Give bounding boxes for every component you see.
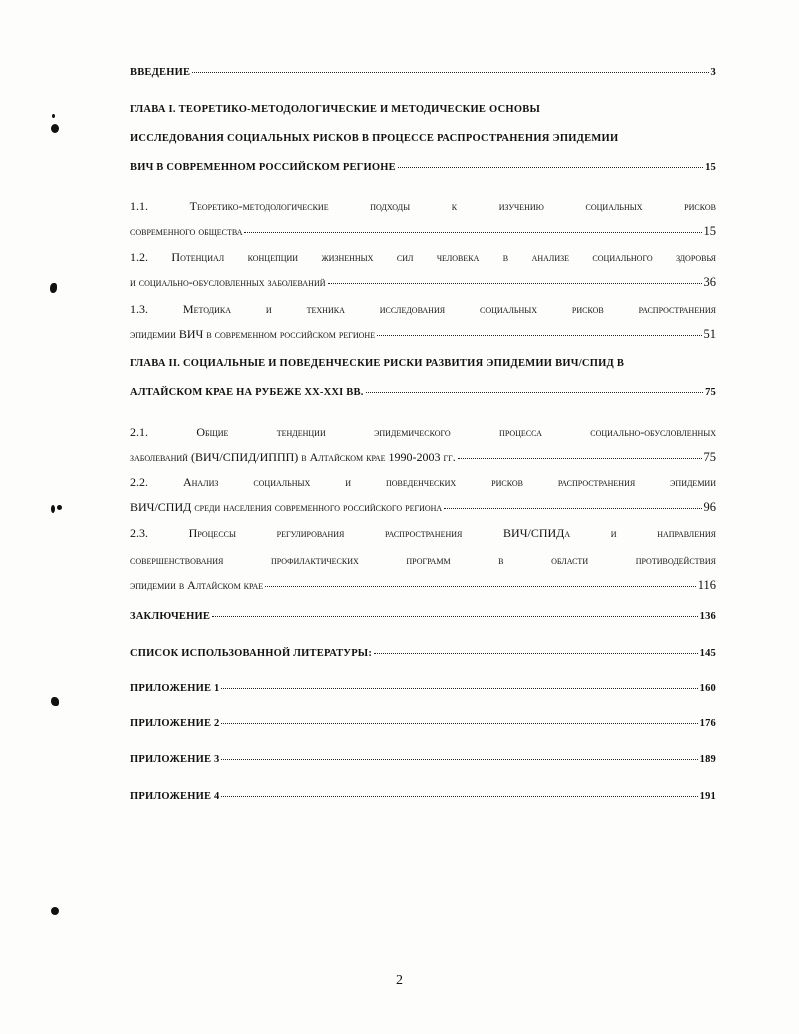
section-2-2-line: 2.2. Анализ социальных и поведенческих рисков распространения эпидемии — [130, 475, 716, 489]
dot-leader — [377, 335, 701, 336]
toc-entry-appendix-4[interactable] — [130, 791, 716, 802]
dot-leader — [374, 653, 698, 654]
chapter1-heading-line: ГЛАВА I. ТЕОРЕТИКО-МЕТОДОЛОГИЧЕСКИЕ И МЕТОДИЧЕСКИЕ ОСНОВЫ — [130, 104, 541, 115]
section-2-3-line: совершенствования профилактических программ в области противодействия — [130, 553, 716, 567]
section-2-3-line: 2.3. Процессы регулирования распространения ВИЧ/СПИДа и направления — [130, 526, 716, 540]
toc-entry-label: ВВЕДЕНИЕ — [130, 67, 191, 78]
dot-leader — [192, 72, 708, 73]
toc-entry-page: 51 — [703, 327, 716, 341]
toc-entry-conclusion[interactable] — [130, 611, 716, 622]
toc-entry-page: 15 — [703, 224, 716, 238]
toc-entry-section-2-2[interactable] — [130, 500, 716, 515]
toc-entry-label: ПРИЛОЖЕНИЕ 4 — [130, 791, 220, 802]
scan-speck — [52, 114, 55, 118]
toc-entry-chapter2[interactable] — [130, 387, 716, 398]
toc-entry-label: ПРИЛОЖЕНИЕ 2 — [130, 718, 220, 729]
scan-speck — [50, 283, 57, 293]
dot-leader — [221, 796, 697, 797]
toc-entry-page: 75 — [703, 450, 716, 464]
toc-entry-references[interactable] — [130, 648, 716, 659]
toc-entry-appendix-3[interactable] — [130, 754, 716, 765]
toc-entry-page: 75 — [705, 387, 716, 398]
section-1-1-line: 1.1. Теоретико-методологические подходы к изучению социальных рисков — [130, 199, 716, 213]
toc-entry-page: 15 — [705, 162, 716, 173]
toc-entry-label: ПРИЛОЖЕНИЕ 1 — [130, 683, 220, 694]
toc-entry-page: 36 — [703, 275, 716, 289]
toc-entry-section-1-2[interactable] — [130, 275, 716, 290]
dot-leader — [328, 283, 702, 284]
section-1-1-line: современного общества — [130, 224, 243, 238]
chapter2-heading-line: ГЛАВА II. СОЦИАЛЬНЫЕ И ПОВЕДЕНЧЕСКИЕ РИСКИ РАЗВИТИЯ ЭПИДЕМИИ ВИЧ/СПИД В — [130, 358, 625, 369]
dot-leader — [221, 723, 697, 724]
section-1-3-line: 1.3. Методика и техника исследования социальных рисков распространения — [130, 302, 716, 316]
dot-leader — [444, 508, 701, 509]
chapter1-heading-line: ИССЛЕДОВАНИЯ СОЦИАЛЬНЫХ РИСКОВ В ПРОЦЕССЕ РАСПРОСТРАНЕНИЯ ЭПИДЕМИИ — [130, 133, 619, 144]
toc-entry-page: 96 — [703, 500, 716, 514]
toc-entry-page: 160 — [699, 683, 716, 694]
section-2-3-line: эпидемии в Алтайском крае — [130, 578, 264, 592]
section-2-1-line: 2.1. Общие тенденции эпидемического процесса социально-обусловленных — [130, 425, 716, 439]
toc-entry-appendix-1[interactable] — [130, 683, 716, 694]
scan-speck — [57, 505, 62, 510]
toc-entry-chapter1[interactable] — [130, 162, 716, 173]
page-number: 2 — [396, 973, 403, 988]
chapter1-heading-line: ВИЧ В СОВРЕМЕННОМ РОССИЙСКОМ РЕГИОНЕ — [130, 162, 396, 173]
dot-leader — [221, 759, 697, 760]
dot-leader — [398, 167, 703, 168]
toc-entry-page: 145 — [699, 648, 716, 659]
chapter2-heading-line: АЛТАЙСКОМ КРАЕ НА РУБЕЖЕ XX-XXI ВВ. — [130, 387, 364, 398]
dot-leader — [265, 586, 696, 587]
section-2-2-line: ВИЧ/СПИД среди населения современного российского региона — [130, 500, 443, 514]
section-1-3-line: эпидемии ВИЧ в современном российском регионе — [130, 327, 376, 341]
toc-entry-page: 3 — [710, 67, 716, 78]
toc-entry-section-2-3[interactable] — [130, 578, 716, 593]
dot-leader — [458, 458, 702, 459]
toc-entry-appendix-2[interactable] — [130, 718, 716, 729]
dot-leader — [244, 232, 701, 233]
toc-entry-page: 176 — [699, 718, 716, 729]
dot-leader — [212, 616, 698, 617]
toc-entry-section-1-3[interactable] — [130, 327, 716, 342]
toc-entry-page: 191 — [699, 791, 716, 802]
toc-entry-page: 136 — [699, 611, 716, 622]
dot-leader — [221, 688, 697, 689]
toc-entry-page: 116 — [697, 578, 716, 592]
toc-entry-section-2-1[interactable] — [130, 450, 716, 465]
section-1-2-line: и социально-обусловленных заболеваний — [130, 275, 326, 289]
toc-entry-intro[interactable] — [130, 67, 716, 78]
dot-leader — [366, 392, 704, 393]
toc-entry-label: ПРИЛОЖЕНИЕ 3 — [130, 754, 220, 765]
section-1-2-line: 1.2. Потенциал концепции жизненных сил человека в анализе социального здоровья — [130, 250, 716, 264]
scan-speck — [51, 907, 59, 915]
toc-entry-label: СПИСОК ИСПОЛЬЗОВАННОЙ ЛИТЕРАТУРЫ: — [130, 648, 373, 659]
toc-entry-label: ЗАКЛЮЧЕНИЕ — [130, 611, 211, 622]
scan-speck — [51, 697, 59, 706]
scan-speck — [51, 124, 59, 133]
scan-speck — [51, 505, 55, 513]
toc-entry-page: 189 — [699, 754, 716, 765]
toc-entry-section-1-1[interactable] — [130, 224, 716, 239]
section-2-1-line: заболеваний (ВИЧ/СПИД/ИППП) в Алтайском крае 1990-2003 гг. — [130, 450, 456, 464]
